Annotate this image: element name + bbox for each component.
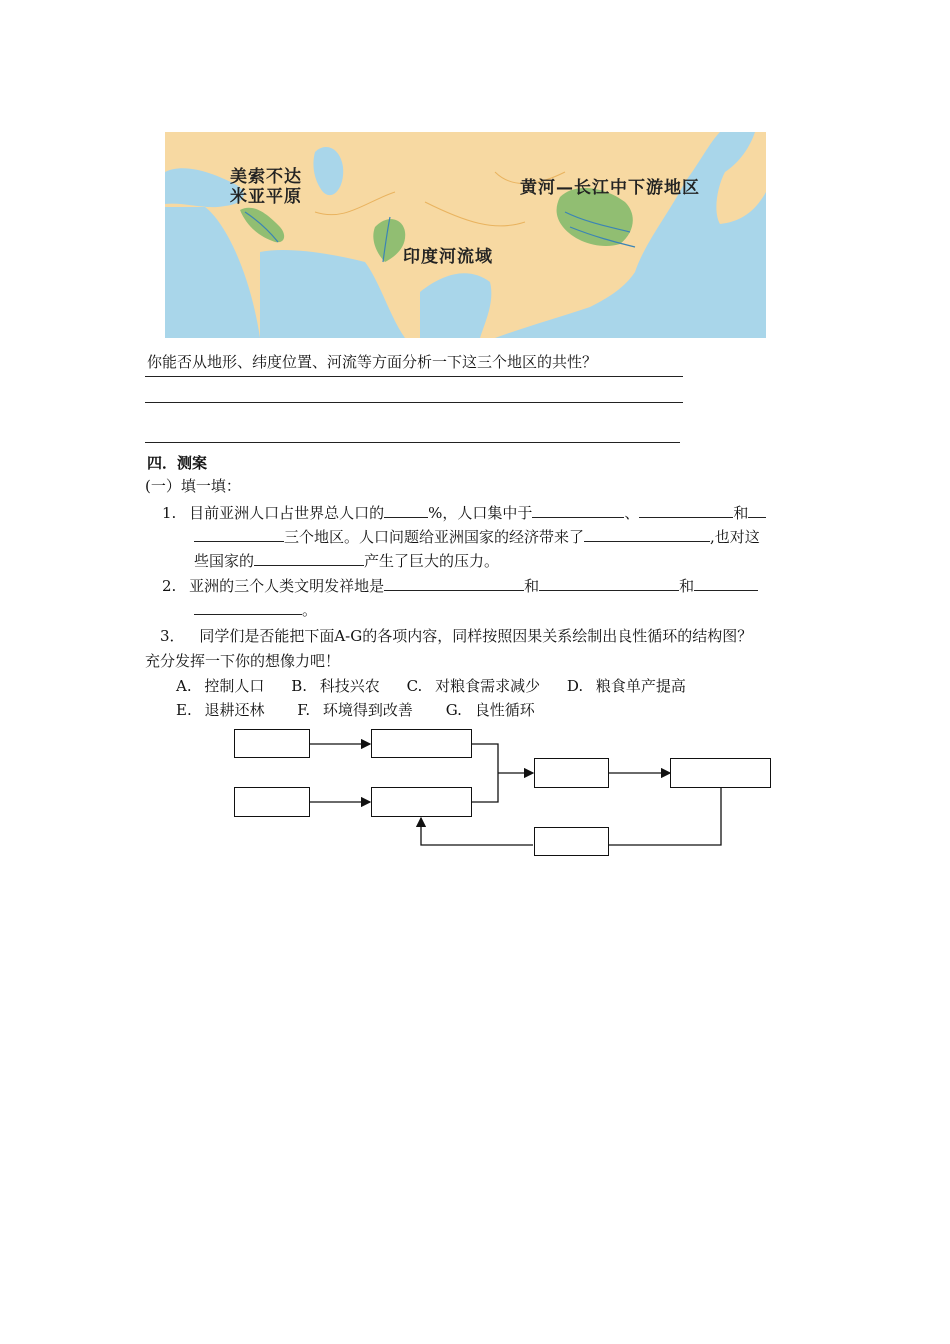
answer-line-1 xyxy=(145,376,683,377)
option-f-text: 环境得到改善 xyxy=(322,701,413,719)
q2-text-2: 和 xyxy=(524,577,540,595)
flow-box-1[interactable] xyxy=(234,729,310,758)
blank-civilization-3[interactable] xyxy=(194,598,302,615)
q1-text-6: ,也对这 xyxy=(710,528,760,546)
q1-line-2 xyxy=(194,525,760,548)
blank-civilization-2[interactable] xyxy=(539,574,679,591)
map-sea-indian-ocean xyxy=(260,250,405,338)
option-g-letter: G. xyxy=(445,701,462,719)
map-sea-redsea-gulf xyxy=(165,207,260,338)
feedback-line xyxy=(609,788,721,845)
flow-box-6[interactable] xyxy=(670,758,771,788)
option-d-letter: D. xyxy=(566,677,584,695)
option-b-letter: B. xyxy=(291,677,307,695)
q3-line-1 xyxy=(160,625,752,647)
answer-line-3 xyxy=(145,442,680,443)
option-a-letter: A. xyxy=(176,677,192,695)
q2-number: 2. xyxy=(162,577,177,595)
q3-line-2: 充分发挥一下你的想像力吧！ xyxy=(145,652,341,670)
connector-box2-merge xyxy=(472,744,498,802)
ancient-civilizations-map xyxy=(165,132,766,338)
option-e-letter: E. xyxy=(176,701,192,719)
flow-box-3[interactable] xyxy=(234,787,310,817)
q1-text-1: 目前亚洲人口占世界总人口的 xyxy=(189,504,385,522)
map-sea-pacific xyxy=(495,132,766,338)
option-g-text: 良性循环 xyxy=(474,701,535,719)
option-c-letter: C. xyxy=(406,677,423,695)
map-label-mesopotamia-1: 美索不达 xyxy=(230,167,302,187)
q2-text-1: 亚洲的三个人类文明发祥地是 xyxy=(189,577,385,595)
q1-text-2: %，人口集中于 xyxy=(428,504,533,522)
map-sea-bay-bengal xyxy=(420,273,491,338)
map-label-indus: 印度河流域 xyxy=(403,247,493,267)
subsection-title: (一）填一填： xyxy=(145,477,241,495)
blank-region-3-start[interactable] xyxy=(748,501,766,518)
q3-number: 3． xyxy=(160,627,185,645)
option-c-text: 对粮食需求减少 xyxy=(435,677,541,695)
map-sea-caspian xyxy=(313,147,343,195)
q2-text-3: 和 xyxy=(679,577,695,595)
q2-text-4: 。 xyxy=(302,601,318,619)
q1-line-3 xyxy=(194,549,499,572)
q1-text-5: 三个地区。人口问题给亚洲国家的经济带来了 xyxy=(284,528,585,546)
blank-region-2[interactable] xyxy=(639,501,733,518)
options-row-1 xyxy=(176,675,686,697)
q1-line-1 xyxy=(162,501,766,524)
flow-box-7[interactable] xyxy=(534,827,609,856)
option-f-letter: F. xyxy=(297,701,311,719)
blank-percent[interactable] xyxy=(384,501,428,518)
map-label-yellow-yangtze: 黄河—长江中下游地区 xyxy=(520,178,700,198)
option-b-text: 科技兴农 xyxy=(319,677,380,695)
option-a-text: 控制人口 xyxy=(204,677,265,695)
blank-civilization-1[interactable] xyxy=(384,574,524,591)
blank-region-3[interactable] xyxy=(194,525,284,542)
blank-civilization-3-start[interactable] xyxy=(694,574,758,591)
flow-box-4[interactable] xyxy=(371,787,472,817)
region-indus xyxy=(373,219,405,262)
q1-text-4: 和 xyxy=(733,504,749,522)
option-e-text: 退耕还林 xyxy=(204,701,265,719)
q1-text-8: 产生了巨大的压力。 xyxy=(364,552,500,570)
flow-box-5[interactable] xyxy=(534,758,609,788)
options-row-2 xyxy=(176,699,535,721)
flow-box-2[interactable] xyxy=(371,729,472,758)
option-d-text: 粮食单产提高 xyxy=(595,677,686,695)
section-title: 四．测案 xyxy=(147,454,208,472)
q1-number: 1. xyxy=(162,504,177,522)
q2-line-2 xyxy=(194,598,317,621)
map-label-mesopotamia-2: 米亚平原 xyxy=(230,187,302,207)
q1-text-7: 些国家的 xyxy=(194,552,255,570)
q2-line-1 xyxy=(162,574,758,597)
feedback-arrow-to-box4 xyxy=(421,818,533,845)
blank-pressure[interactable] xyxy=(254,549,364,566)
map-question: 你能否从地形、纬度位置、河流等方面分析一下这三个地区的共性？ xyxy=(147,353,598,371)
q1-text-3: 、 xyxy=(624,504,640,522)
q3-text-1: 同学们是否能把下面A-G的各项内容，同样按照因果关系绘制出良性循环的结构图？ xyxy=(199,627,753,645)
blank-economy-effect[interactable] xyxy=(584,525,710,542)
blank-region-1[interactable] xyxy=(532,501,624,518)
answer-line-2 xyxy=(145,402,683,403)
